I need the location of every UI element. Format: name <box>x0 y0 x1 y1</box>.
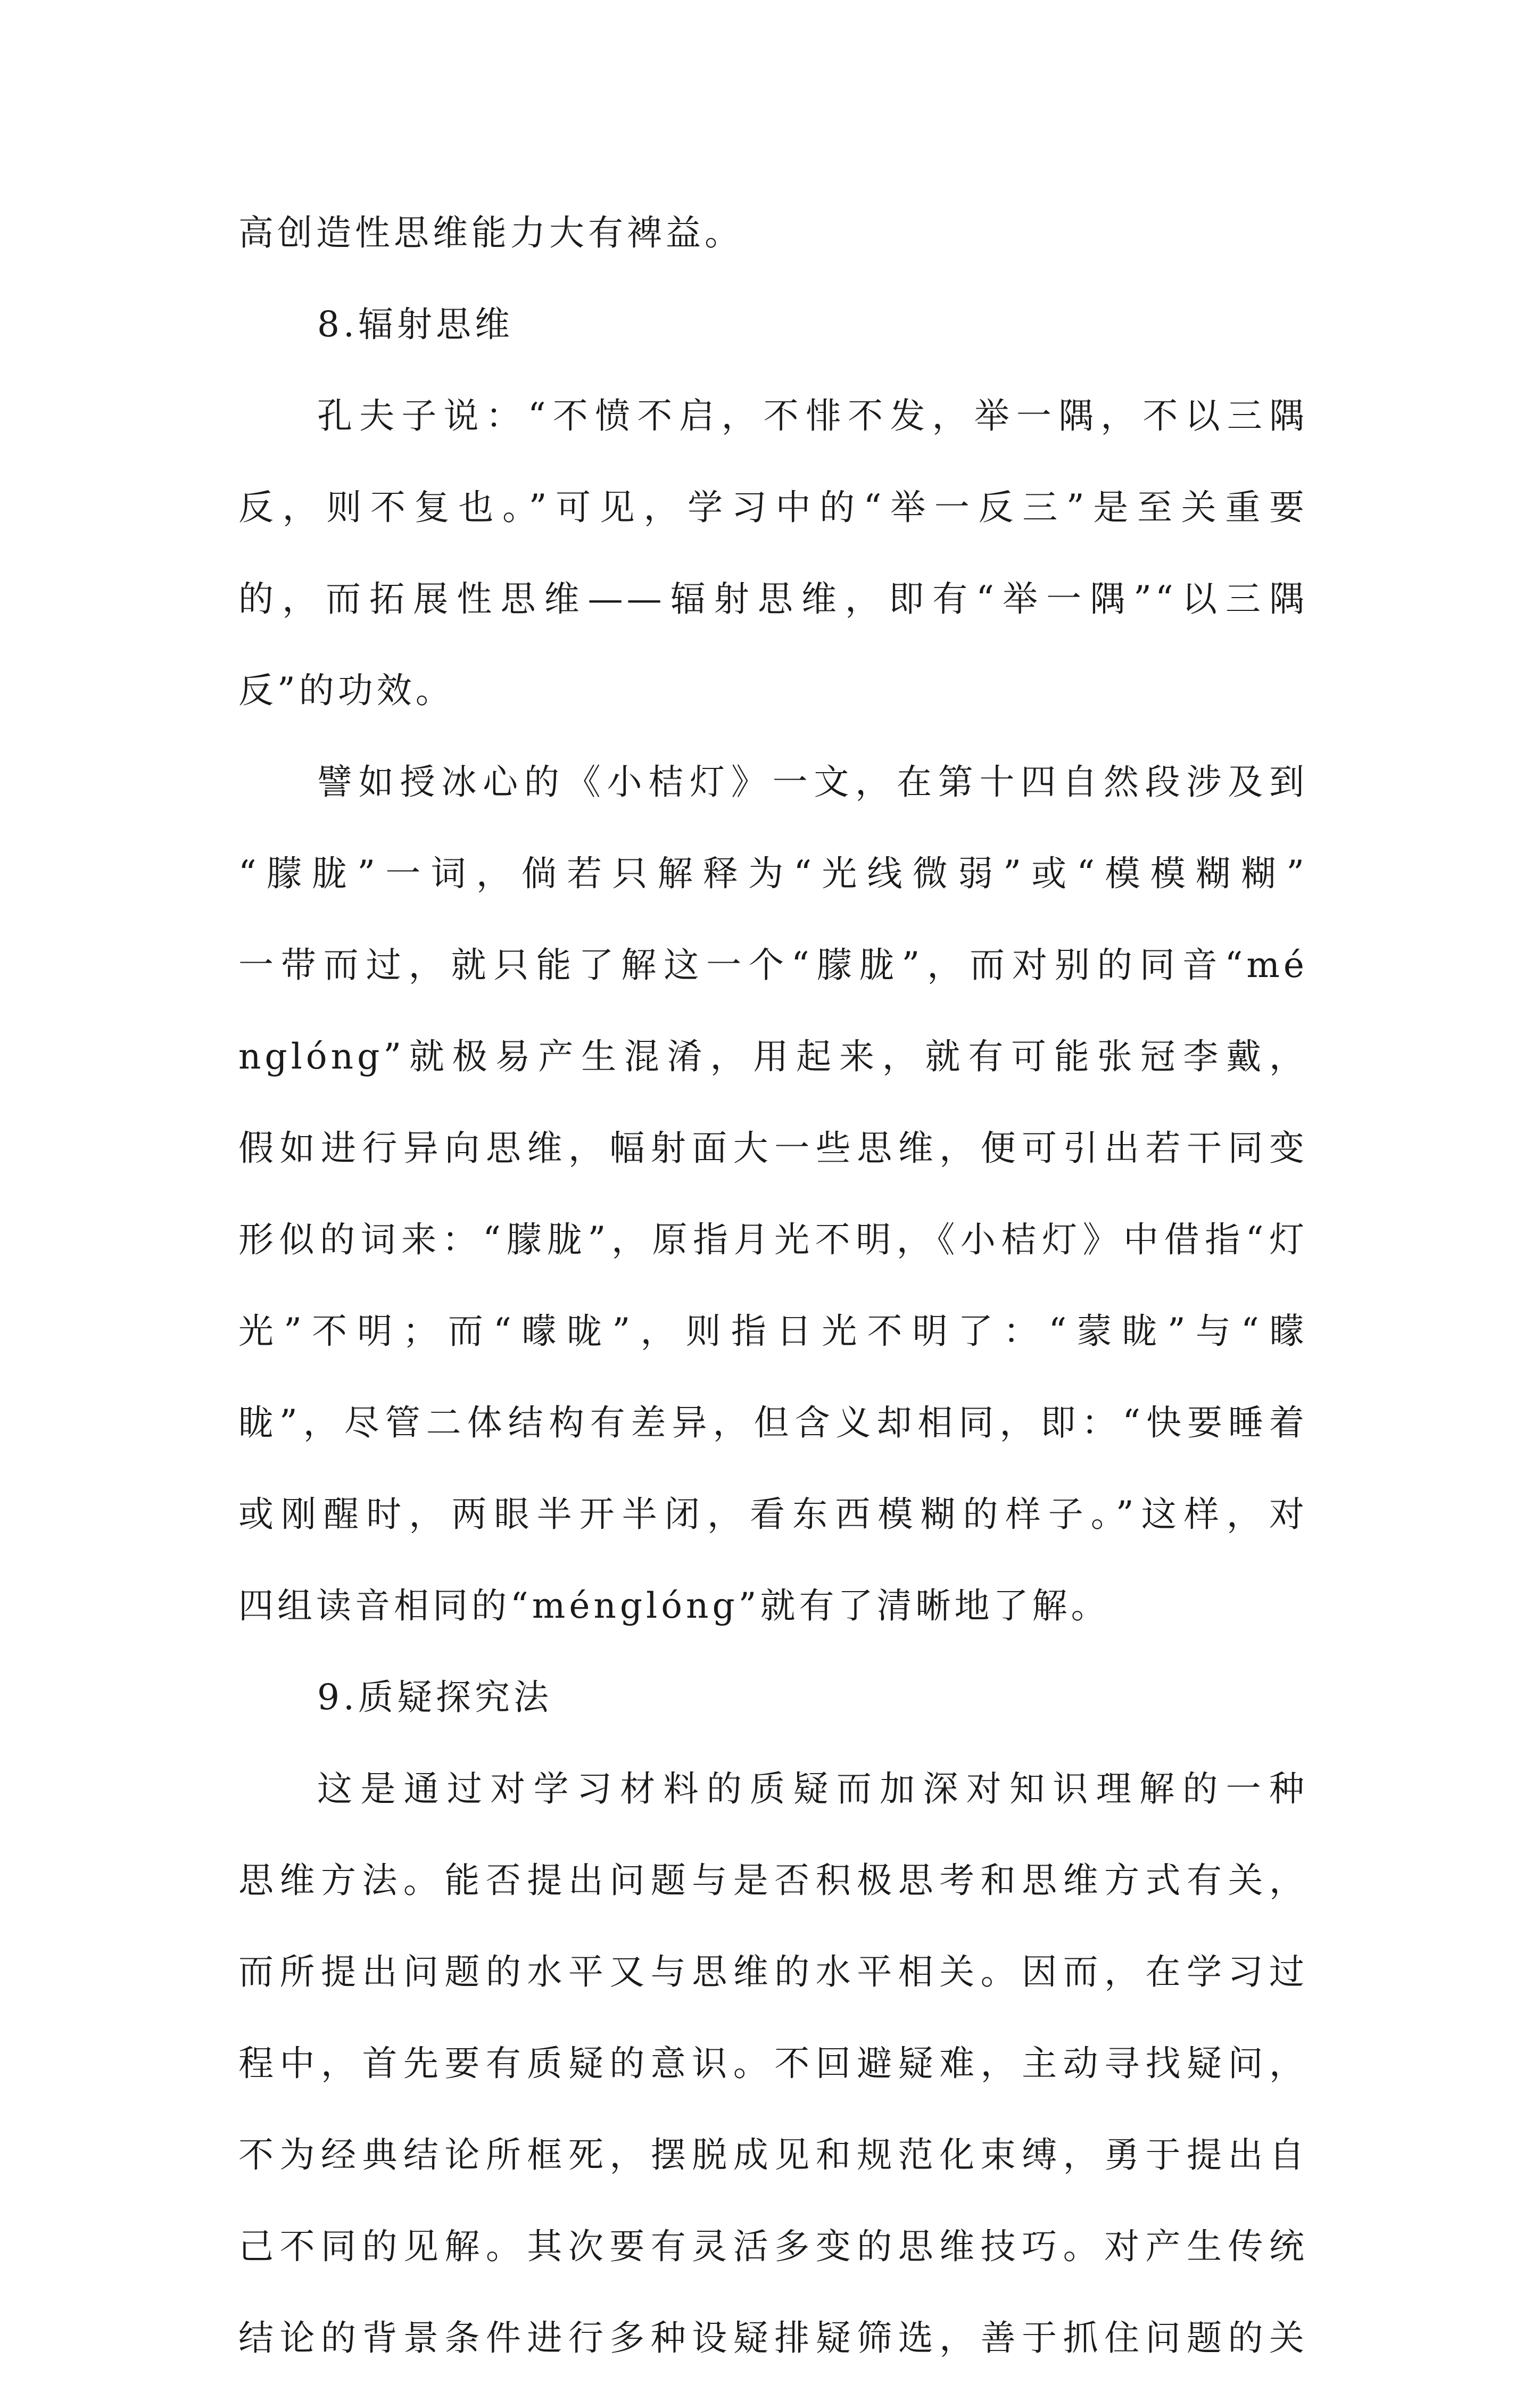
text-line: 不为经典结论所框死，摆脱成见和规范化束缚，勇于提出自 <box>238 2134 1308 2175</box>
text-line: 眬”，尽管二体结构有差异，但含义却相同，即：“快要睡着 <box>238 1402 1308 1443</box>
text-line: 思维方法。能否提出问题与是否积极思考和思维方式有关， <box>238 1860 1308 1901</box>
text-line: 程中，首先要有质疑的意识。不回避疑难，主动寻找疑问， <box>238 2043 1308 2084</box>
text-line: 而所提出问题的水平又与思维的水平相关。因而，在学习过 <box>238 1951 1308 1992</box>
text-line: 结论的背景条件进行多种设疑排疑筛选，善于抓住问题的关 <box>238 2317 1308 2358</box>
text-line: 孔夫子说：“不愤不启，不悱不发，举一隅，不以三隅 <box>317 395 1308 436</box>
text-line: “朦胧”一词，倘若只解释为“光线微弱”或“模模糊糊” <box>238 853 1308 894</box>
text-line: 这是通过对学习材料的质疑而加深对知识理解的一种 <box>317 1768 1308 1809</box>
text-line: 譬如授冰心的《小桔灯》一文，在第十四自然段涉及到 <box>317 761 1308 802</box>
text-line: 己不同的见解。其次要有灵活多变的思维技巧。对产生传统 <box>238 2226 1308 2267</box>
body-text <box>238 187 1308 2384</box>
text-line: 形似的词来：“朦胧”，原指月光不明，《小桔灯》中借指“灯 <box>238 1219 1308 1260</box>
section-heading-radiation-thinking: 8.辐射思维 <box>317 304 514 345</box>
text-line: 的，而拓展性思维——辐射思维，即有“举一隅”“以三隅 <box>238 578 1308 619</box>
text-line: 光”不明；而“曚昽”，则指日光不明了：“蒙眬”与“矇 <box>238 1311 1308 1352</box>
text-line: 四组读音相同的“ménglóng”就有了清晰地了解。 <box>238 1585 1110 1626</box>
text-line: 一带而过，就只能了解这一个“朦胧”，而对别的同音“mé <box>238 945 1308 986</box>
text-line: 反，则不复也。”可见，学习中的“举一反三”是至关重要 <box>238 487 1308 528</box>
text-line: nglóng”就极易产生混淆，用起来，就有可能张冠李戴， <box>238 1036 1308 1077</box>
text-line: 假如进行异向思维，幅射面大一些思维，便可引出若干同变 <box>238 1128 1308 1169</box>
text-line: 高创造性思维能力大有裨益。 <box>238 212 743 253</box>
text-line: 或刚醒时，两眼半开半闭，看东西模糊的样子。”这样，对 <box>238 1494 1308 1535</box>
section-heading-questioning-method: 9.质疑探究法 <box>317 1677 552 1718</box>
text-line: 反”的功效。 <box>238 670 454 711</box>
